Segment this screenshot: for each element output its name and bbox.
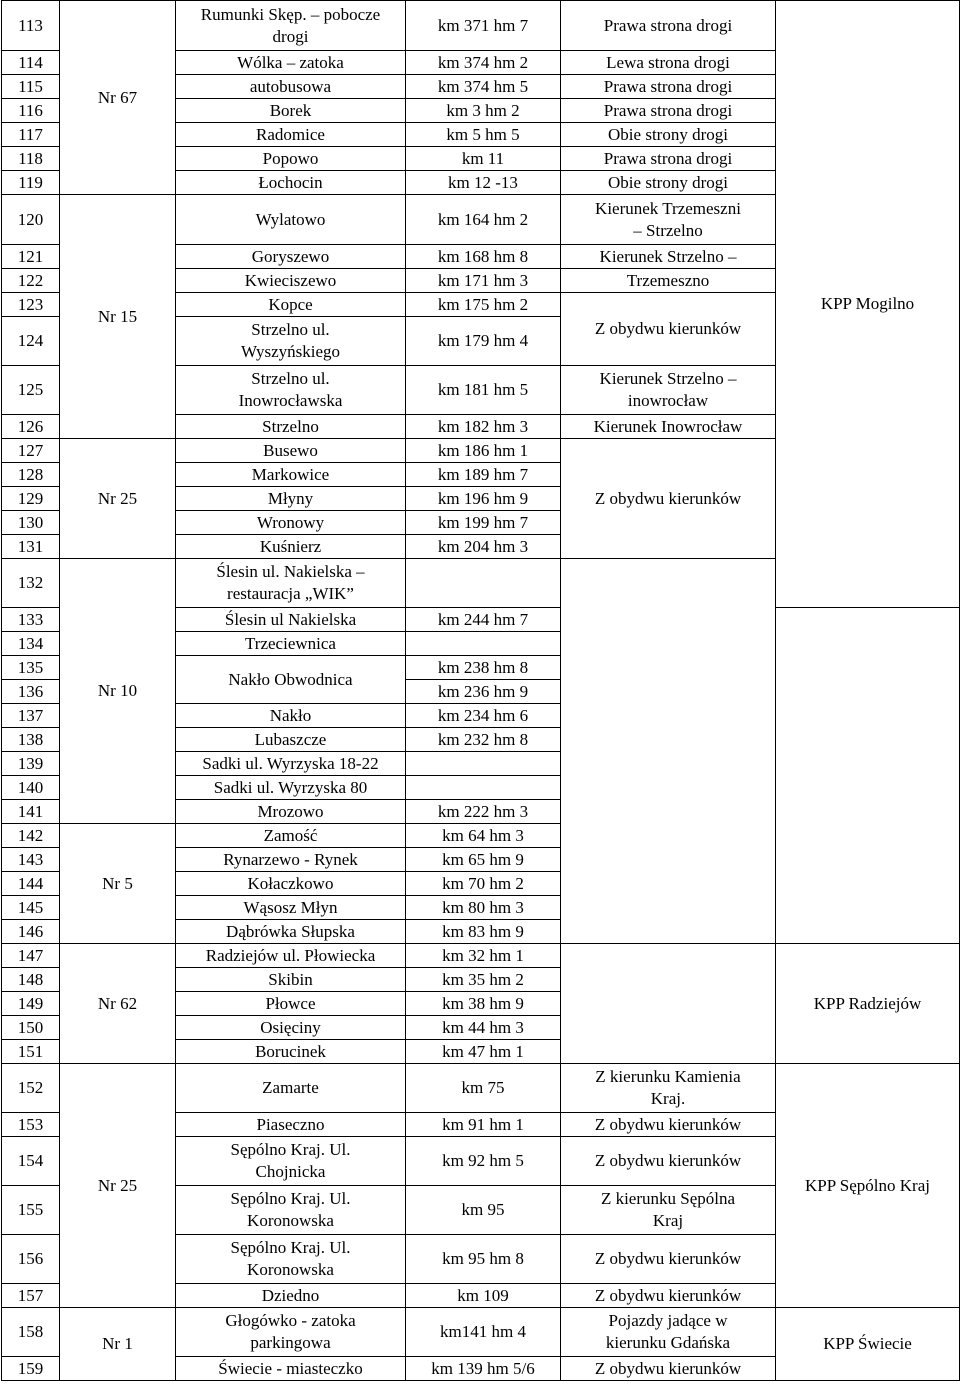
- row-number: 148: [2, 968, 60, 992]
- location: Kołaczkowo: [176, 872, 406, 896]
- row-number: 132: [2, 559, 60, 608]
- road-number: Nr 10: [60, 559, 176, 824]
- row-number: 145: [2, 896, 60, 920]
- direction: Z kierunku Sępólna Kraj: [561, 1186, 776, 1235]
- direction: Z obydwu kierunków: [561, 439, 776, 559]
- location: Borucinek: [176, 1040, 406, 1064]
- police-unit: KPP Świecie: [776, 1308, 960, 1381]
- row-number: 142: [2, 824, 60, 848]
- row-number: 118: [2, 147, 60, 171]
- table-row: [2, 944, 960, 968]
- row-number: 125: [2, 366, 60, 415]
- row-number: 150: [2, 1016, 60, 1040]
- location: Lubaszcze: [176, 728, 406, 752]
- row-number: 159: [2, 1357, 60, 1381]
- location: Sępólno Kraj. Ul. Koronowska: [176, 1186, 406, 1235]
- row-number: 140: [2, 776, 60, 800]
- kilometer: km 75: [406, 1064, 561, 1113]
- road-number: Nr 25: [60, 439, 176, 559]
- table-row: [2, 1064, 960, 1113]
- location: Sępólno Kraj. Ul. Koronowska: [176, 1235, 406, 1284]
- direction: Prawa strona drogi: [561, 75, 776, 99]
- kilometer: [406, 632, 561, 656]
- police-unit: KPP Sępólno Kraj: [776, 1064, 960, 1308]
- direction: Z obydwu kierunków: [561, 1284, 776, 1308]
- row-number: 131: [2, 535, 60, 559]
- row-number: 158: [2, 1308, 60, 1357]
- kilometer: km 164 hm 2: [406, 195, 561, 245]
- kilometer: km 244 hm 7: [406, 608, 561, 632]
- row-number: 124: [2, 317, 60, 366]
- kilometer: km 35 hm 2: [406, 968, 561, 992]
- kilometer: km 179 hm 4: [406, 317, 561, 366]
- kilometer: km 83 hm 9: [406, 920, 561, 944]
- location: Kopce: [176, 293, 406, 317]
- kilometer: km 175 hm 2: [406, 293, 561, 317]
- kilometer: km 189 hm 7: [406, 463, 561, 487]
- row-number: 139: [2, 752, 60, 776]
- kilometer: km 236 hm 9: [406, 680, 561, 704]
- row-number: 153: [2, 1113, 60, 1137]
- direction: Obie strony drogi: [561, 123, 776, 147]
- location: Płowce: [176, 992, 406, 1016]
- direction: Kierunek Strzelno –: [561, 245, 776, 269]
- kilometer: km 70 hm 2: [406, 872, 561, 896]
- kilometer: [406, 752, 561, 776]
- kilometer: km 3 hm 2: [406, 99, 561, 123]
- direction: Trzemeszno: [561, 269, 776, 293]
- direction: Prawa strona drogi: [561, 99, 776, 123]
- location: Strzelno ul. Inowrocławska: [176, 366, 406, 415]
- kilometer: [406, 559, 561, 608]
- location: Busewo: [176, 439, 406, 463]
- row-number: 143: [2, 848, 60, 872]
- checkpoint-table: [1, 0, 960, 1381]
- row-number: 113: [2, 1, 60, 51]
- kilometer: km 92 hm 5: [406, 1137, 561, 1186]
- kilometer: km 199 hm 7: [406, 511, 561, 535]
- road-number: Nr 5: [60, 824, 176, 944]
- direction: Kierunek Strzelno – inowrocław: [561, 366, 776, 415]
- direction: Z obydwu kierunków: [561, 1235, 776, 1284]
- location: Zamość: [176, 824, 406, 848]
- row-number: 129: [2, 487, 60, 511]
- kilometer: km 232 hm 8: [406, 728, 561, 752]
- kilometer: km 168 hm 8: [406, 245, 561, 269]
- kilometer: km 44 hm 3: [406, 1016, 561, 1040]
- police-unit: KPP Radziejów: [776, 944, 960, 1064]
- location: Rumunki Skęp. – pobocze drogi: [176, 1, 406, 51]
- row-number: 115: [2, 75, 60, 99]
- kilometer: km 11: [406, 147, 561, 171]
- kilometer: km 65 hm 9: [406, 848, 561, 872]
- kilometer: km 32 hm 1: [406, 944, 561, 968]
- location: Kwieciszewo: [176, 269, 406, 293]
- row-number: 127: [2, 439, 60, 463]
- direction: Z obydwu kierunków: [561, 1113, 776, 1137]
- location: Wronowy: [176, 511, 406, 535]
- location: Sępólno Kraj. Ul. Chojnicka: [176, 1137, 406, 1186]
- location: Piaseczno: [176, 1113, 406, 1137]
- table-row: [2, 1, 960, 51]
- row-number: 155: [2, 1186, 60, 1235]
- location: Sadki ul. Wyrzyska 18-22: [176, 752, 406, 776]
- row-number: 138: [2, 728, 60, 752]
- location: Mrozowo: [176, 800, 406, 824]
- location: Łochocin: [176, 171, 406, 195]
- location: Dziedno: [176, 1284, 406, 1308]
- kilometer: km 374 hm 2: [406, 51, 561, 75]
- kilometer: km 171 hm 3: [406, 269, 561, 293]
- kilometer: km 64 hm 3: [406, 824, 561, 848]
- location: Osięciny: [176, 1016, 406, 1040]
- row-number: 117: [2, 123, 60, 147]
- location: Popowo: [176, 147, 406, 171]
- location: Trzeciewnica: [176, 632, 406, 656]
- kilometer: km 80 hm 3: [406, 896, 561, 920]
- row-number: 144: [2, 872, 60, 896]
- location: Borek: [176, 99, 406, 123]
- kilometer: km 181 hm 5: [406, 366, 561, 415]
- row-number: 116: [2, 99, 60, 123]
- kilometer: km 95 hm 8: [406, 1235, 561, 1284]
- location: Radziejów ul. Płowiecka: [176, 944, 406, 968]
- row-number: 134: [2, 632, 60, 656]
- row-number: 121: [2, 245, 60, 269]
- kilometer: km 374 hm 5: [406, 75, 561, 99]
- location: Młyny: [176, 487, 406, 511]
- direction: Z obydwu kierunków: [561, 1137, 776, 1186]
- row-number: 126: [2, 415, 60, 439]
- row-number: 157: [2, 1284, 60, 1308]
- location: Wąsosz Młyn: [176, 896, 406, 920]
- row-number: 156: [2, 1235, 60, 1284]
- direction: Z obydwu kierunków: [561, 1357, 776, 1381]
- location: Goryszewo: [176, 245, 406, 269]
- location: Ślesin ul Nakielska: [176, 608, 406, 632]
- location: Kuśnierz: [176, 535, 406, 559]
- row-number: 120: [2, 195, 60, 245]
- kilometer: km 204 hm 3: [406, 535, 561, 559]
- direction: [561, 944, 776, 1064]
- kilometer: km141 hm 4: [406, 1308, 561, 1357]
- row-number: 136: [2, 680, 60, 704]
- table-row: [2, 1308, 960, 1357]
- road-number: Nr 15: [60, 195, 176, 439]
- kilometer: km 222 hm 3: [406, 800, 561, 824]
- row-number: 130: [2, 511, 60, 535]
- location: Skibin: [176, 968, 406, 992]
- police-unit: KPP Mogilno: [776, 1, 960, 608]
- direction: Z kierunku Kamienia Kraj.: [561, 1064, 776, 1113]
- kilometer: km 238 hm 8: [406, 656, 561, 680]
- kilometer: km 38 hm 9: [406, 992, 561, 1016]
- direction: Kierunek Inowrocław: [561, 415, 776, 439]
- location: Dąbrówka Słupska: [176, 920, 406, 944]
- location: Wólka – zatoka: [176, 51, 406, 75]
- kilometer: km 95: [406, 1186, 561, 1235]
- direction: Prawa strona drogi: [561, 1, 776, 51]
- table-row: [2, 824, 960, 848]
- row-number: 146: [2, 920, 60, 944]
- kilometer: km 139 hm 5/6: [406, 1357, 561, 1381]
- direction: Kierunek Trzemeszni – Strzelno: [561, 195, 776, 245]
- location: Nakło Obwodnica: [176, 656, 406, 704]
- row-number: 137: [2, 704, 60, 728]
- row-number: 141: [2, 800, 60, 824]
- kilometer: km 186 hm 1: [406, 439, 561, 463]
- row-number: 119: [2, 171, 60, 195]
- row-number: 133: [2, 608, 60, 632]
- road-number: Nr 62: [60, 944, 176, 1064]
- location: Sadki ul. Wyrzyska 80: [176, 776, 406, 800]
- row-number: 122: [2, 269, 60, 293]
- row-number: 128: [2, 463, 60, 487]
- row-number: 135: [2, 656, 60, 680]
- direction: [561, 559, 776, 944]
- row-number: 147: [2, 944, 60, 968]
- kilometer: km 47 hm 1: [406, 1040, 561, 1064]
- road-number: Nr 1: [60, 1308, 176, 1381]
- direction: Lewa strona drogi: [561, 51, 776, 75]
- kilometer: km 5 hm 5: [406, 123, 561, 147]
- location: Nakło: [176, 704, 406, 728]
- location: autobusowa: [176, 75, 406, 99]
- direction: Obie strony drogi: [561, 171, 776, 195]
- location: Ślesin ul. Nakielska – restauracja „WIK”: [176, 559, 406, 608]
- kilometer: km 91 hm 1: [406, 1113, 561, 1137]
- location: Świecie - miasteczko: [176, 1357, 406, 1381]
- location: Strzelno: [176, 415, 406, 439]
- kilometer: km 182 hm 3: [406, 415, 561, 439]
- kilometer: km 12 -13: [406, 171, 561, 195]
- location: Strzelno ul. Wyszyńskiego: [176, 317, 406, 366]
- direction: Z obydwu kierunków: [561, 293, 776, 366]
- road-number: Nr 25: [60, 1064, 176, 1308]
- row-number: 154: [2, 1137, 60, 1186]
- location: Wylatowo: [176, 195, 406, 245]
- row-number: 149: [2, 992, 60, 1016]
- location: Rynarzewo - Rynek: [176, 848, 406, 872]
- direction: Pojazdy jadące w kierunku Gdańska: [561, 1308, 776, 1357]
- row-number: 114: [2, 51, 60, 75]
- location: Markowice: [176, 463, 406, 487]
- location: Zamarte: [176, 1064, 406, 1113]
- direction: Prawa strona drogi: [561, 147, 776, 171]
- kilometer: km 234 hm 6: [406, 704, 561, 728]
- kilometer: [406, 776, 561, 800]
- location: Radomice: [176, 123, 406, 147]
- location: Głogówko - zatoka parkingowa: [176, 1308, 406, 1357]
- row-number: 151: [2, 1040, 60, 1064]
- road-number: Nr 67: [60, 1, 176, 195]
- kilometer: km 109: [406, 1284, 561, 1308]
- row-number: 152: [2, 1064, 60, 1113]
- kilometer: km 196 hm 9: [406, 487, 561, 511]
- row-number: 123: [2, 293, 60, 317]
- kilometer: km 371 hm 7: [406, 1, 561, 51]
